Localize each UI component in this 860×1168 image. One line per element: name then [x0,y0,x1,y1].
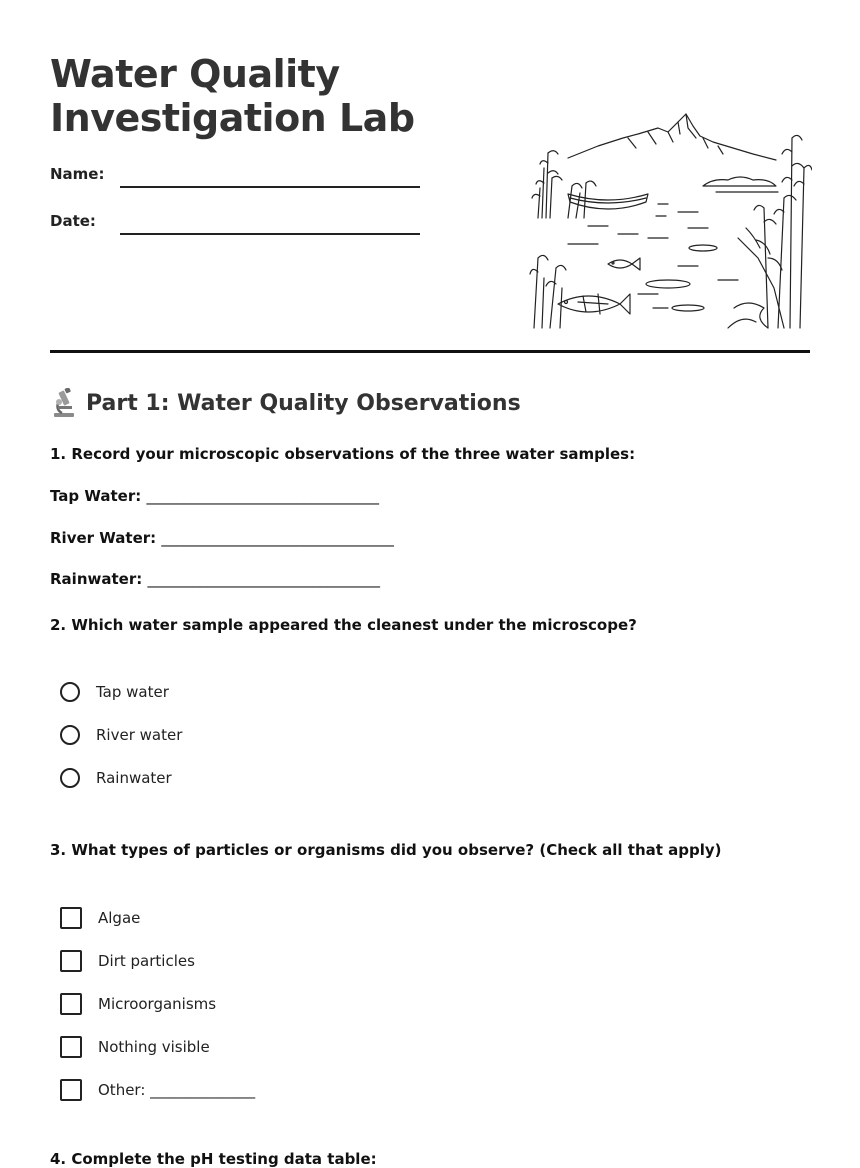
lake-landscape-illustration [528,108,812,332]
rainwater-label: Rainwater: [50,570,143,588]
checkbox-label: Algae [98,909,141,927]
tap-water-blank[interactable]: _______________________________ [146,487,379,505]
checkbox-label: Dirt particles [98,952,195,970]
radio-label: River water [96,726,183,744]
question-2: 2. Which water sample appeared the cleanest under the microscope? [50,616,637,634]
radio-button[interactable] [60,682,80,702]
checkbox-option-dirt-particles[interactable] [60,950,195,972]
checkbox-option-algae[interactable] [60,907,140,929]
radio-button[interactable] [60,725,80,745]
checkbox[interactable] [60,950,82,972]
river-water-observation [50,529,394,547]
river-water-label: River Water: [50,529,157,547]
checkbox-option-microorganisms[interactable] [60,993,216,1015]
title-line-1: Water Quality [50,52,340,96]
radio-option-river-water[interactable] [60,725,182,745]
name-label: Name: [50,165,105,183]
radio-button[interactable] [60,768,80,788]
date-label: Date: [50,212,96,230]
checkbox-label: Other: ______________ [98,1081,256,1099]
radio-option-rainwater[interactable] [60,768,172,788]
rainwater-observation [50,570,380,588]
checkbox-option-nothing-visible[interactable] [60,1036,210,1058]
header-divider [50,350,810,353]
checkbox[interactable] [60,1079,82,1101]
worksheet-title [50,52,415,140]
question-4: 4. Complete the pH testing data table: [50,1150,377,1168]
checkbox-label: Microorganisms [98,995,217,1013]
radio-label: Tap water [96,683,169,701]
date-field[interactable] [120,233,420,235]
checkbox[interactable] [60,993,82,1015]
part1-title: Part 1: Water Quality Observations [86,390,521,416]
tap-water-label: Tap Water: [50,487,142,505]
radio-label: Rainwater [96,769,172,787]
radio-option-tap-water[interactable] [60,682,169,702]
name-field[interactable] [120,186,420,188]
part1-heading [50,388,521,418]
title-line-2: Investigation Lab [50,96,415,140]
checkbox[interactable] [60,907,82,929]
rainwater-blank[interactable]: _______________________________ [147,570,380,588]
tap-water-observation [50,487,379,505]
question-3: 3. What types of particles or organisms did you observe? (Check all that apply) [50,841,722,859]
checkbox[interactable] [60,1036,82,1058]
checkbox-option-other[interactable] [60,1079,255,1101]
question-1: 1. Record your microscopic observations of the three water samples: [50,445,636,463]
checkbox-label: Nothing visible [98,1038,210,1056]
microscope-icon [50,388,78,418]
river-water-blank[interactable]: _______________________________ [161,529,394,547]
